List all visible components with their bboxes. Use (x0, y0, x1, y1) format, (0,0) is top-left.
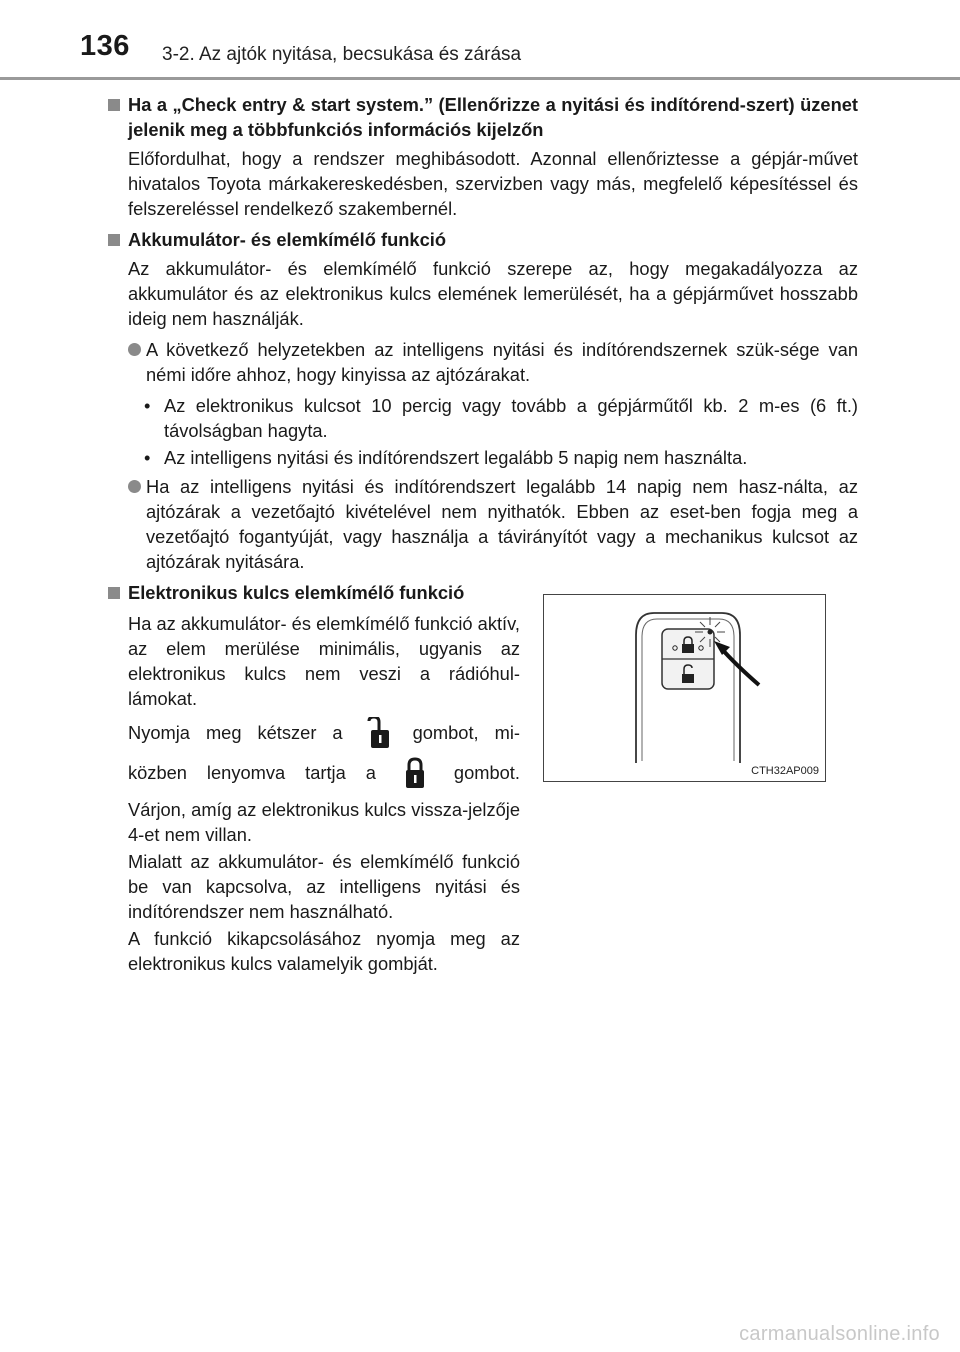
circle-bullet-icon (128, 480, 141, 493)
paragraph-battery-saving: Az akkumulátor- és elemkímélő funkció szerepe az, hogy megakadályozza az akkumulátor és az elektronikus kulcs elemének lemerülését, ha a gépjárművet hosszabb ideig nem használják. (128, 258, 858, 329)
electronic-key-figure (543, 594, 826, 782)
paragraph-wait-indicator: Várjon, amíg az elektronikus kulcs vissza-jelzője 4-et nem villan. (128, 799, 520, 845)
small-bullet-icon: • (144, 395, 151, 416)
key-section-text (108, 611, 520, 982)
header-divider (0, 77, 960, 80)
list-item-sub: • Az elektronikus kulcsot 10 percig vagy tovább a gépjárműtől kb. 2 m-es (6 ft.) távolságban hagyta. (144, 395, 858, 441)
list-item-circle: Ha az intelligens nyitási és indítórendszert legalább 14 napig nem hasz-nálta, az ajtózárak a vezetőajtó kivételével nem nyithatók. Ebben az eset-ben fogja meg a vezetőajtó fogantyúját, vagy használja a távirányítót vagy a mechanikus kulcsot az ajtózárak nyitására. (108, 474, 858, 574)
chapter-title: 3-2. Az ajtók nyitása, becsukása és zárása (162, 44, 522, 65)
page-number: 136 (80, 30, 130, 62)
square-bullet-icon (108, 99, 120, 111)
square-bullet-icon (108, 587, 120, 599)
electronic-key-illustration (544, 595, 825, 781)
section-heading-check-entry: Ha a „Check entry & start system.” (Ellenőrizze a nyitási és indítórend-szert) üzenet jelenik meg a többfunkciós információs kijelzőn (108, 92, 858, 142)
list-item-sub: • Az intelligens nyitási és indítórendszert legalább 5 napig nem használta. (144, 447, 748, 468)
section-heading-electronic-key: Elektronikus kulcs elemkímélő funkció (108, 580, 858, 605)
small-bullet-icon: • (144, 447, 151, 468)
section-heading-battery-saving: Akkumulátor- és elemkímélő funkció (108, 227, 858, 252)
paragraph-while-active: Mialatt az akkumulátor- és elemkímélő funkció be van kapcsolva, az intelligens nyitási és indítórendszer nem használható. (128, 851, 520, 922)
lock-icon (402, 757, 428, 791)
circle-bullet-icon (128, 343, 141, 356)
page-content (108, 92, 858, 982)
list-item-circle: A következő helyzetekben az intelligens nyitási és indítórendszernek szük-sége van némi időre ahhoz, hogy kinyissa az ajtózárakat. (108, 337, 858, 387)
square-bullet-icon (108, 234, 120, 246)
instruction-line-2: közben lenyomva tartja a gombot. (128, 757, 520, 791)
unlock-icon (365, 717, 391, 751)
paragraph-key-function: Ha az akkumulátor- és elemkímélő funkció aktív, az elem merülése minimális, ugyanis az elektronikus kulcs nem veszi a rádióhul-lámokat. (128, 613, 520, 709)
paragraph-deactivate: A funkció kikapcsolásához nyomja meg az elektronikus kulcs valamelyik gombját. (128, 928, 520, 974)
instruction-line-1: Nyomja meg kétszer a gombot, mi- (128, 717, 520, 751)
watermark: carmanualsonline.info (739, 1323, 940, 1345)
figure-code: CTH32AP009 (751, 765, 819, 777)
paragraph-malfunction: Előfordulhat, hogy a rendszer meghibásodott. Azonnal ellenőriztesse a gépjár-művet hivatalos Toyota márkakereskedésben, szervizben vagy más, megfelelő képesítéssel és felszereléssel rendelkező szakembernél. (128, 148, 858, 219)
